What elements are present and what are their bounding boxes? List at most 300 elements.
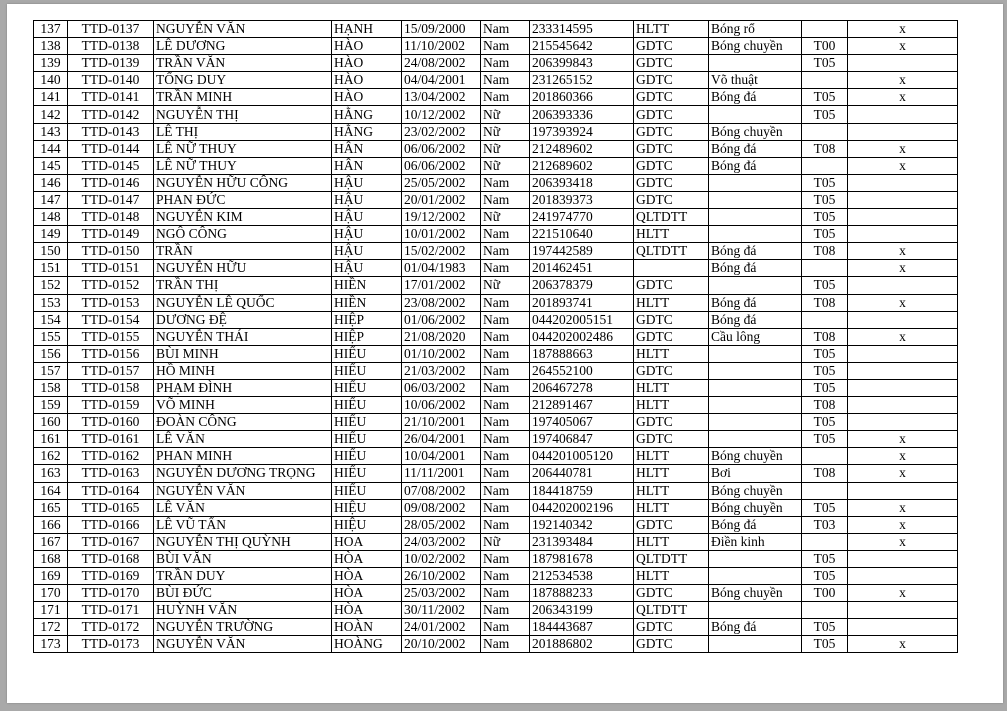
first-name-cell: HÀO — [332, 55, 402, 72]
sport-cell — [709, 345, 802, 362]
student-code-cell: TTD-0147 — [68, 191, 154, 208]
major-cell: HLTT — [634, 568, 709, 585]
team-cell: T05 — [802, 89, 848, 106]
birth-date-cell: 06/06/2002 — [402, 140, 481, 157]
last-name-cell: NGUYỄN THỊ — [154, 106, 332, 123]
major-cell: GDTC — [634, 106, 709, 123]
gender-cell: Nam — [481, 260, 530, 277]
birth-date-cell: 04/04/2001 — [402, 72, 481, 89]
table-row — [34, 157, 958, 174]
sport-cell — [709, 277, 802, 294]
id-number-cell: 201462451 — [530, 260, 634, 277]
flag-cell — [848, 123, 958, 140]
first-name-cell: HIẾU — [332, 448, 402, 465]
id-number-cell: 241974770 — [530, 209, 634, 226]
sport-cell: Bóng đá — [709, 311, 802, 328]
birth-date-cell: 25/03/2002 — [402, 585, 481, 602]
student-code-cell: TTD-0137 — [68, 21, 154, 38]
birth-date-cell: 10/04/2001 — [402, 448, 481, 465]
team-cell: T08 — [802, 328, 848, 345]
major-cell: GDTC — [634, 516, 709, 533]
row-number-cell: 169 — [34, 568, 68, 585]
gender-cell: Nam — [481, 38, 530, 55]
student-code-cell: TTD-0157 — [68, 362, 154, 379]
flag-cell: x — [848, 465, 958, 482]
id-number-cell: 044202002196 — [530, 499, 634, 516]
table-row — [34, 619, 958, 636]
table-row — [34, 209, 958, 226]
row-number-cell: 137 — [34, 21, 68, 38]
first-name-cell: HIẾU — [332, 482, 402, 499]
major-cell: GDTC — [634, 72, 709, 89]
flag-cell — [848, 568, 958, 585]
gender-cell: Nam — [481, 379, 530, 396]
major-cell: QLTDTT — [634, 209, 709, 226]
student-code-cell: TTD-0168 — [68, 550, 154, 567]
gender-cell: Nam — [481, 499, 530, 516]
last-name-cell: VÕ MINH — [154, 397, 332, 414]
team-cell — [802, 157, 848, 174]
first-name-cell: HẬU — [332, 260, 402, 277]
id-number-cell: 221510640 — [530, 226, 634, 243]
row-number-cell: 153 — [34, 294, 68, 311]
major-cell: GDTC — [634, 311, 709, 328]
student-code-cell: TTD-0145 — [68, 157, 154, 174]
flag-cell: x — [848, 448, 958, 465]
row-number-cell: 157 — [34, 362, 68, 379]
team-cell: T05 — [802, 362, 848, 379]
birth-date-cell: 10/01/2002 — [402, 226, 481, 243]
team-cell: T05 — [802, 106, 848, 123]
team-cell: T05 — [802, 414, 848, 431]
id-number-cell: 201893741 — [530, 294, 634, 311]
gender-cell: Nữ — [481, 157, 530, 174]
id-number-cell: 187888233 — [530, 585, 634, 602]
major-cell: GDTC — [634, 585, 709, 602]
sport-cell: Bóng đá — [709, 243, 802, 260]
flag-cell — [848, 226, 958, 243]
sport-cell: Bơi — [709, 465, 802, 482]
id-number-cell: 197405067 — [530, 414, 634, 431]
first-name-cell: HIẾU — [332, 397, 402, 414]
team-cell: T05 — [802, 550, 848, 567]
gender-cell: Nam — [481, 414, 530, 431]
last-name-cell: LÊ NỮ THUY — [154, 140, 332, 157]
birth-date-cell: 26/10/2002 — [402, 568, 481, 585]
birth-date-cell: 06/06/2002 — [402, 157, 481, 174]
id-number-cell: 197406847 — [530, 431, 634, 448]
first-name-cell: HIẾU — [332, 379, 402, 396]
birth-date-cell: 07/08/2002 — [402, 482, 481, 499]
last-name-cell: TRẦN DUY — [154, 568, 332, 585]
student-roster-table — [33, 20, 958, 653]
student-code-cell: TTD-0173 — [68, 636, 154, 653]
team-cell: T05 — [802, 345, 848, 362]
sport-cell: Bóng đá — [709, 140, 802, 157]
row-number-cell: 166 — [34, 516, 68, 533]
id-number-cell: 212689602 — [530, 157, 634, 174]
gender-cell: Nam — [481, 568, 530, 585]
team-cell — [802, 448, 848, 465]
gender-cell: Nam — [481, 482, 530, 499]
team-cell: T08 — [802, 140, 848, 157]
last-name-cell: NGUYỄN VĂN — [154, 482, 332, 499]
flag-cell: x — [848, 585, 958, 602]
last-name-cell: NGUYỄN HỮU CÔNG — [154, 174, 332, 191]
team-cell — [802, 311, 848, 328]
table-row — [34, 72, 958, 89]
major-cell: HLTT — [634, 533, 709, 550]
table-row — [34, 397, 958, 414]
first-name-cell: HIỆP — [332, 328, 402, 345]
id-number-cell: 231265152 — [530, 72, 634, 89]
last-name-cell: TRẦN MINH — [154, 89, 332, 106]
gender-cell: Nữ — [481, 277, 530, 294]
row-number-cell: 151 — [34, 260, 68, 277]
id-number-cell: 231393484 — [530, 533, 634, 550]
gender-cell: Nam — [481, 448, 530, 465]
sport-cell — [709, 568, 802, 585]
flag-cell — [848, 619, 958, 636]
row-number-cell: 163 — [34, 465, 68, 482]
last-name-cell: PHAN ĐỨC — [154, 191, 332, 208]
student-code-cell: TTD-0150 — [68, 243, 154, 260]
first-name-cell: HẬU — [332, 243, 402, 260]
last-name-cell: TRẦN VĂN — [154, 55, 332, 72]
birth-date-cell: 11/11/2001 — [402, 465, 481, 482]
table-row — [34, 174, 958, 191]
birth-date-cell: 26/04/2001 — [402, 431, 481, 448]
table-row — [34, 568, 958, 585]
student-code-cell: TTD-0148 — [68, 209, 154, 226]
flag-cell: x — [848, 89, 958, 106]
student-code-cell: TTD-0153 — [68, 294, 154, 311]
birth-date-cell: 23/08/2002 — [402, 294, 481, 311]
id-number-cell: 197442589 — [530, 243, 634, 260]
major-cell: GDTC — [634, 362, 709, 379]
id-number-cell: 206399843 — [530, 55, 634, 72]
sport-cell — [709, 414, 802, 431]
gender-cell: Nam — [481, 585, 530, 602]
first-name-cell: HẬU — [332, 174, 402, 191]
table-row — [34, 602, 958, 619]
gender-cell: Nam — [481, 345, 530, 362]
table-row — [34, 191, 958, 208]
last-name-cell: LÊ DƯƠNG — [154, 38, 332, 55]
student-code-cell: TTD-0143 — [68, 123, 154, 140]
student-code-cell: TTD-0162 — [68, 448, 154, 465]
row-number-cell: 144 — [34, 140, 68, 157]
birth-date-cell: 20/01/2002 — [402, 191, 481, 208]
birth-date-cell: 25/05/2002 — [402, 174, 481, 191]
gender-cell: Nam — [481, 465, 530, 482]
id-number-cell: 233314595 — [530, 21, 634, 38]
flag-cell — [848, 191, 958, 208]
first-name-cell: HOÀNG — [332, 636, 402, 653]
sport-cell: Bóng chuyền — [709, 448, 802, 465]
gender-cell: Nữ — [481, 140, 530, 157]
id-number-cell: 201860366 — [530, 89, 634, 106]
id-number-cell: 187981678 — [530, 550, 634, 567]
row-number-cell: 140 — [34, 72, 68, 89]
team-cell: T08 — [802, 243, 848, 260]
row-number-cell: 149 — [34, 226, 68, 243]
birth-date-cell: 15/02/2002 — [402, 243, 481, 260]
team-cell: T05 — [802, 226, 848, 243]
major-cell: GDTC — [634, 328, 709, 345]
flag-cell: x — [848, 140, 958, 157]
id-number-cell: 201839373 — [530, 191, 634, 208]
gender-cell: Nam — [481, 294, 530, 311]
major-cell: HLTT — [634, 21, 709, 38]
sport-cell: Bóng chuyền — [709, 123, 802, 140]
major-cell: GDTC — [634, 277, 709, 294]
table-row — [34, 243, 958, 260]
student-code-cell: TTD-0170 — [68, 585, 154, 602]
sport-cell — [709, 106, 802, 123]
id-number-cell: 187888663 — [530, 345, 634, 362]
last-name-cell: TRẦN — [154, 243, 332, 260]
birth-date-cell: 10/02/2002 — [402, 550, 481, 567]
team-cell: T05 — [802, 191, 848, 208]
birth-date-cell: 06/03/2002 — [402, 379, 481, 396]
birth-date-cell: 01/04/1983 — [402, 260, 481, 277]
table-row — [34, 414, 958, 431]
first-name-cell: HÒA — [332, 550, 402, 567]
table-row — [34, 328, 958, 345]
table-row — [34, 465, 958, 482]
flag-cell: x — [848, 533, 958, 550]
id-number-cell: 197393924 — [530, 123, 634, 140]
student-code-cell: TTD-0160 — [68, 414, 154, 431]
table-row — [34, 448, 958, 465]
last-name-cell: LÊ VĂN — [154, 499, 332, 516]
first-name-cell: HÒA — [332, 585, 402, 602]
row-number-cell: 170 — [34, 585, 68, 602]
gender-cell: Nam — [481, 516, 530, 533]
row-number-cell: 141 — [34, 89, 68, 106]
flag-cell — [848, 277, 958, 294]
sport-cell: Bóng chuyền — [709, 585, 802, 602]
flag-cell: x — [848, 431, 958, 448]
team-cell: T05 — [802, 636, 848, 653]
table-row — [34, 21, 958, 38]
sport-cell — [709, 209, 802, 226]
major-cell: GDTC — [634, 38, 709, 55]
last-name-cell: NGUYỄN KIM — [154, 209, 332, 226]
student-code-cell: TTD-0163 — [68, 465, 154, 482]
table-row — [34, 277, 958, 294]
first-name-cell: HẬU — [332, 226, 402, 243]
major-cell: GDTC — [634, 89, 709, 106]
student-code-cell: TTD-0161 — [68, 431, 154, 448]
gender-cell: Nam — [481, 243, 530, 260]
flag-cell: x — [848, 516, 958, 533]
major-cell: HLTT — [634, 345, 709, 362]
roster-body — [34, 21, 958, 653]
flag-cell: x — [848, 636, 958, 653]
last-name-cell: DƯƠNG ĐỆ — [154, 311, 332, 328]
flag-cell — [848, 482, 958, 499]
document-page — [7, 4, 1003, 703]
major-cell: GDTC — [634, 174, 709, 191]
first-name-cell: HIẾU — [332, 465, 402, 482]
gender-cell: Nam — [481, 550, 530, 567]
student-code-cell: TTD-0167 — [68, 533, 154, 550]
id-number-cell: 201886802 — [530, 636, 634, 653]
first-name-cell: HOA — [332, 533, 402, 550]
gender-cell: Nam — [481, 431, 530, 448]
student-code-cell: TTD-0169 — [68, 568, 154, 585]
sport-cell — [709, 226, 802, 243]
student-code-cell: TTD-0141 — [68, 89, 154, 106]
gender-cell: Nam — [481, 602, 530, 619]
row-number-cell: 159 — [34, 397, 68, 414]
sport-cell: Bóng đá — [709, 89, 802, 106]
major-cell: HLTT — [634, 226, 709, 243]
major-cell: GDTC — [634, 157, 709, 174]
birth-date-cell: 21/10/2001 — [402, 414, 481, 431]
last-name-cell: NGUYỄN HỮU — [154, 260, 332, 277]
team-cell: T00 — [802, 585, 848, 602]
table-row — [34, 533, 958, 550]
sport-cell: Bóng chuyền — [709, 38, 802, 55]
row-number-cell: 162 — [34, 448, 68, 465]
last-name-cell: LÊ NỮ THUY — [154, 157, 332, 174]
last-name-cell: ĐOÀN CÔNG — [154, 414, 332, 431]
major-cell — [634, 260, 709, 277]
gender-cell: Nam — [481, 89, 530, 106]
sport-cell: Bóng đá — [709, 619, 802, 636]
birth-date-cell: 09/08/2002 — [402, 499, 481, 516]
id-number-cell: 044202005151 — [530, 311, 634, 328]
birth-date-cell: 01/10/2002 — [402, 345, 481, 362]
table-row — [34, 379, 958, 396]
major-cell: GDTC — [634, 55, 709, 72]
team-cell: T05 — [802, 499, 848, 516]
flag-cell — [848, 362, 958, 379]
student-code-cell: TTD-0156 — [68, 345, 154, 362]
id-number-cell: 212489602 — [530, 140, 634, 157]
flag-cell — [848, 311, 958, 328]
row-number-cell: 167 — [34, 533, 68, 550]
student-code-cell: TTD-0149 — [68, 226, 154, 243]
row-number-cell: 143 — [34, 123, 68, 140]
last-name-cell: LÊ VĂN — [154, 431, 332, 448]
flag-cell: x — [848, 38, 958, 55]
last-name-cell: NGUYỄN VĂN — [154, 636, 332, 653]
birth-date-cell: 15/09/2000 — [402, 21, 481, 38]
sport-cell: Bóng đá — [709, 260, 802, 277]
last-name-cell: PHAN MINH — [154, 448, 332, 465]
table-row — [34, 499, 958, 516]
major-cell: QLTDTT — [634, 243, 709, 260]
first-name-cell: HÒA — [332, 602, 402, 619]
gender-cell: Nam — [481, 191, 530, 208]
birth-date-cell: 28/05/2002 — [402, 516, 481, 533]
student-code-cell: TTD-0172 — [68, 619, 154, 636]
table-row — [34, 585, 958, 602]
last-name-cell: BÙI MINH — [154, 345, 332, 362]
last-name-cell: NGUYỄN THỊ QUỲNH — [154, 533, 332, 550]
row-number-cell: 155 — [34, 328, 68, 345]
id-number-cell: 206393336 — [530, 106, 634, 123]
row-number-cell: 150 — [34, 243, 68, 260]
flag-cell: x — [848, 499, 958, 516]
id-number-cell: 192140342 — [530, 516, 634, 533]
gender-cell: Nam — [481, 226, 530, 243]
major-cell: GDTC — [634, 140, 709, 157]
birth-date-cell: 01/06/2002 — [402, 311, 481, 328]
sport-cell — [709, 636, 802, 653]
team-cell: T00 — [802, 38, 848, 55]
row-number-cell: 164 — [34, 482, 68, 499]
table-row — [34, 516, 958, 533]
last-name-cell: NGÔ CÔNG — [154, 226, 332, 243]
student-code-cell: TTD-0142 — [68, 106, 154, 123]
team-cell: T08 — [802, 397, 848, 414]
major-cell: QLTDTT — [634, 550, 709, 567]
gender-cell: Nam — [481, 362, 530, 379]
sport-cell — [709, 602, 802, 619]
student-code-cell: TTD-0159 — [68, 397, 154, 414]
sport-cell: Điền kinh — [709, 533, 802, 550]
first-name-cell: HIẾU — [332, 362, 402, 379]
flag-cell — [848, 602, 958, 619]
student-code-cell: TTD-0139 — [68, 55, 154, 72]
first-name-cell: HÀO — [332, 38, 402, 55]
major-cell: GDTC — [634, 619, 709, 636]
team-cell: T05 — [802, 209, 848, 226]
flag-cell: x — [848, 294, 958, 311]
birth-date-cell: 10/12/2002 — [402, 106, 481, 123]
last-name-cell: BÙI ĐỨC — [154, 585, 332, 602]
birth-date-cell: 19/12/2002 — [402, 209, 481, 226]
sport-cell: Bóng rổ — [709, 21, 802, 38]
row-number-cell: 154 — [34, 311, 68, 328]
id-number-cell: 206440781 — [530, 465, 634, 482]
gender-cell: Nam — [481, 636, 530, 653]
first-name-cell: HÂN — [332, 140, 402, 157]
table-row — [34, 226, 958, 243]
student-code-cell: TTD-0164 — [68, 482, 154, 499]
birth-date-cell: 10/06/2002 — [402, 397, 481, 414]
table-row — [34, 636, 958, 653]
gender-cell: Nữ — [481, 106, 530, 123]
sport-cell — [709, 397, 802, 414]
table-row — [34, 550, 958, 567]
birth-date-cell: 20/10/2002 — [402, 636, 481, 653]
last-name-cell: TỐNG DUY — [154, 72, 332, 89]
team-cell: T05 — [802, 379, 848, 396]
row-number-cell: 171 — [34, 602, 68, 619]
id-number-cell: 184443687 — [530, 619, 634, 636]
first-name-cell: HÒA — [332, 568, 402, 585]
row-number-cell: 147 — [34, 191, 68, 208]
major-cell: HLTT — [634, 448, 709, 465]
table-row — [34, 482, 958, 499]
sport-cell — [709, 431, 802, 448]
id-number-cell: 206393418 — [530, 174, 634, 191]
team-cell — [802, 260, 848, 277]
id-number-cell: 206343199 — [530, 602, 634, 619]
team-cell: T05 — [802, 568, 848, 585]
team-cell: T05 — [802, 619, 848, 636]
birth-date-cell: 24/03/2002 — [402, 533, 481, 550]
team-cell: T05 — [802, 277, 848, 294]
student-code-cell: TTD-0154 — [68, 311, 154, 328]
row-number-cell: 148 — [34, 209, 68, 226]
